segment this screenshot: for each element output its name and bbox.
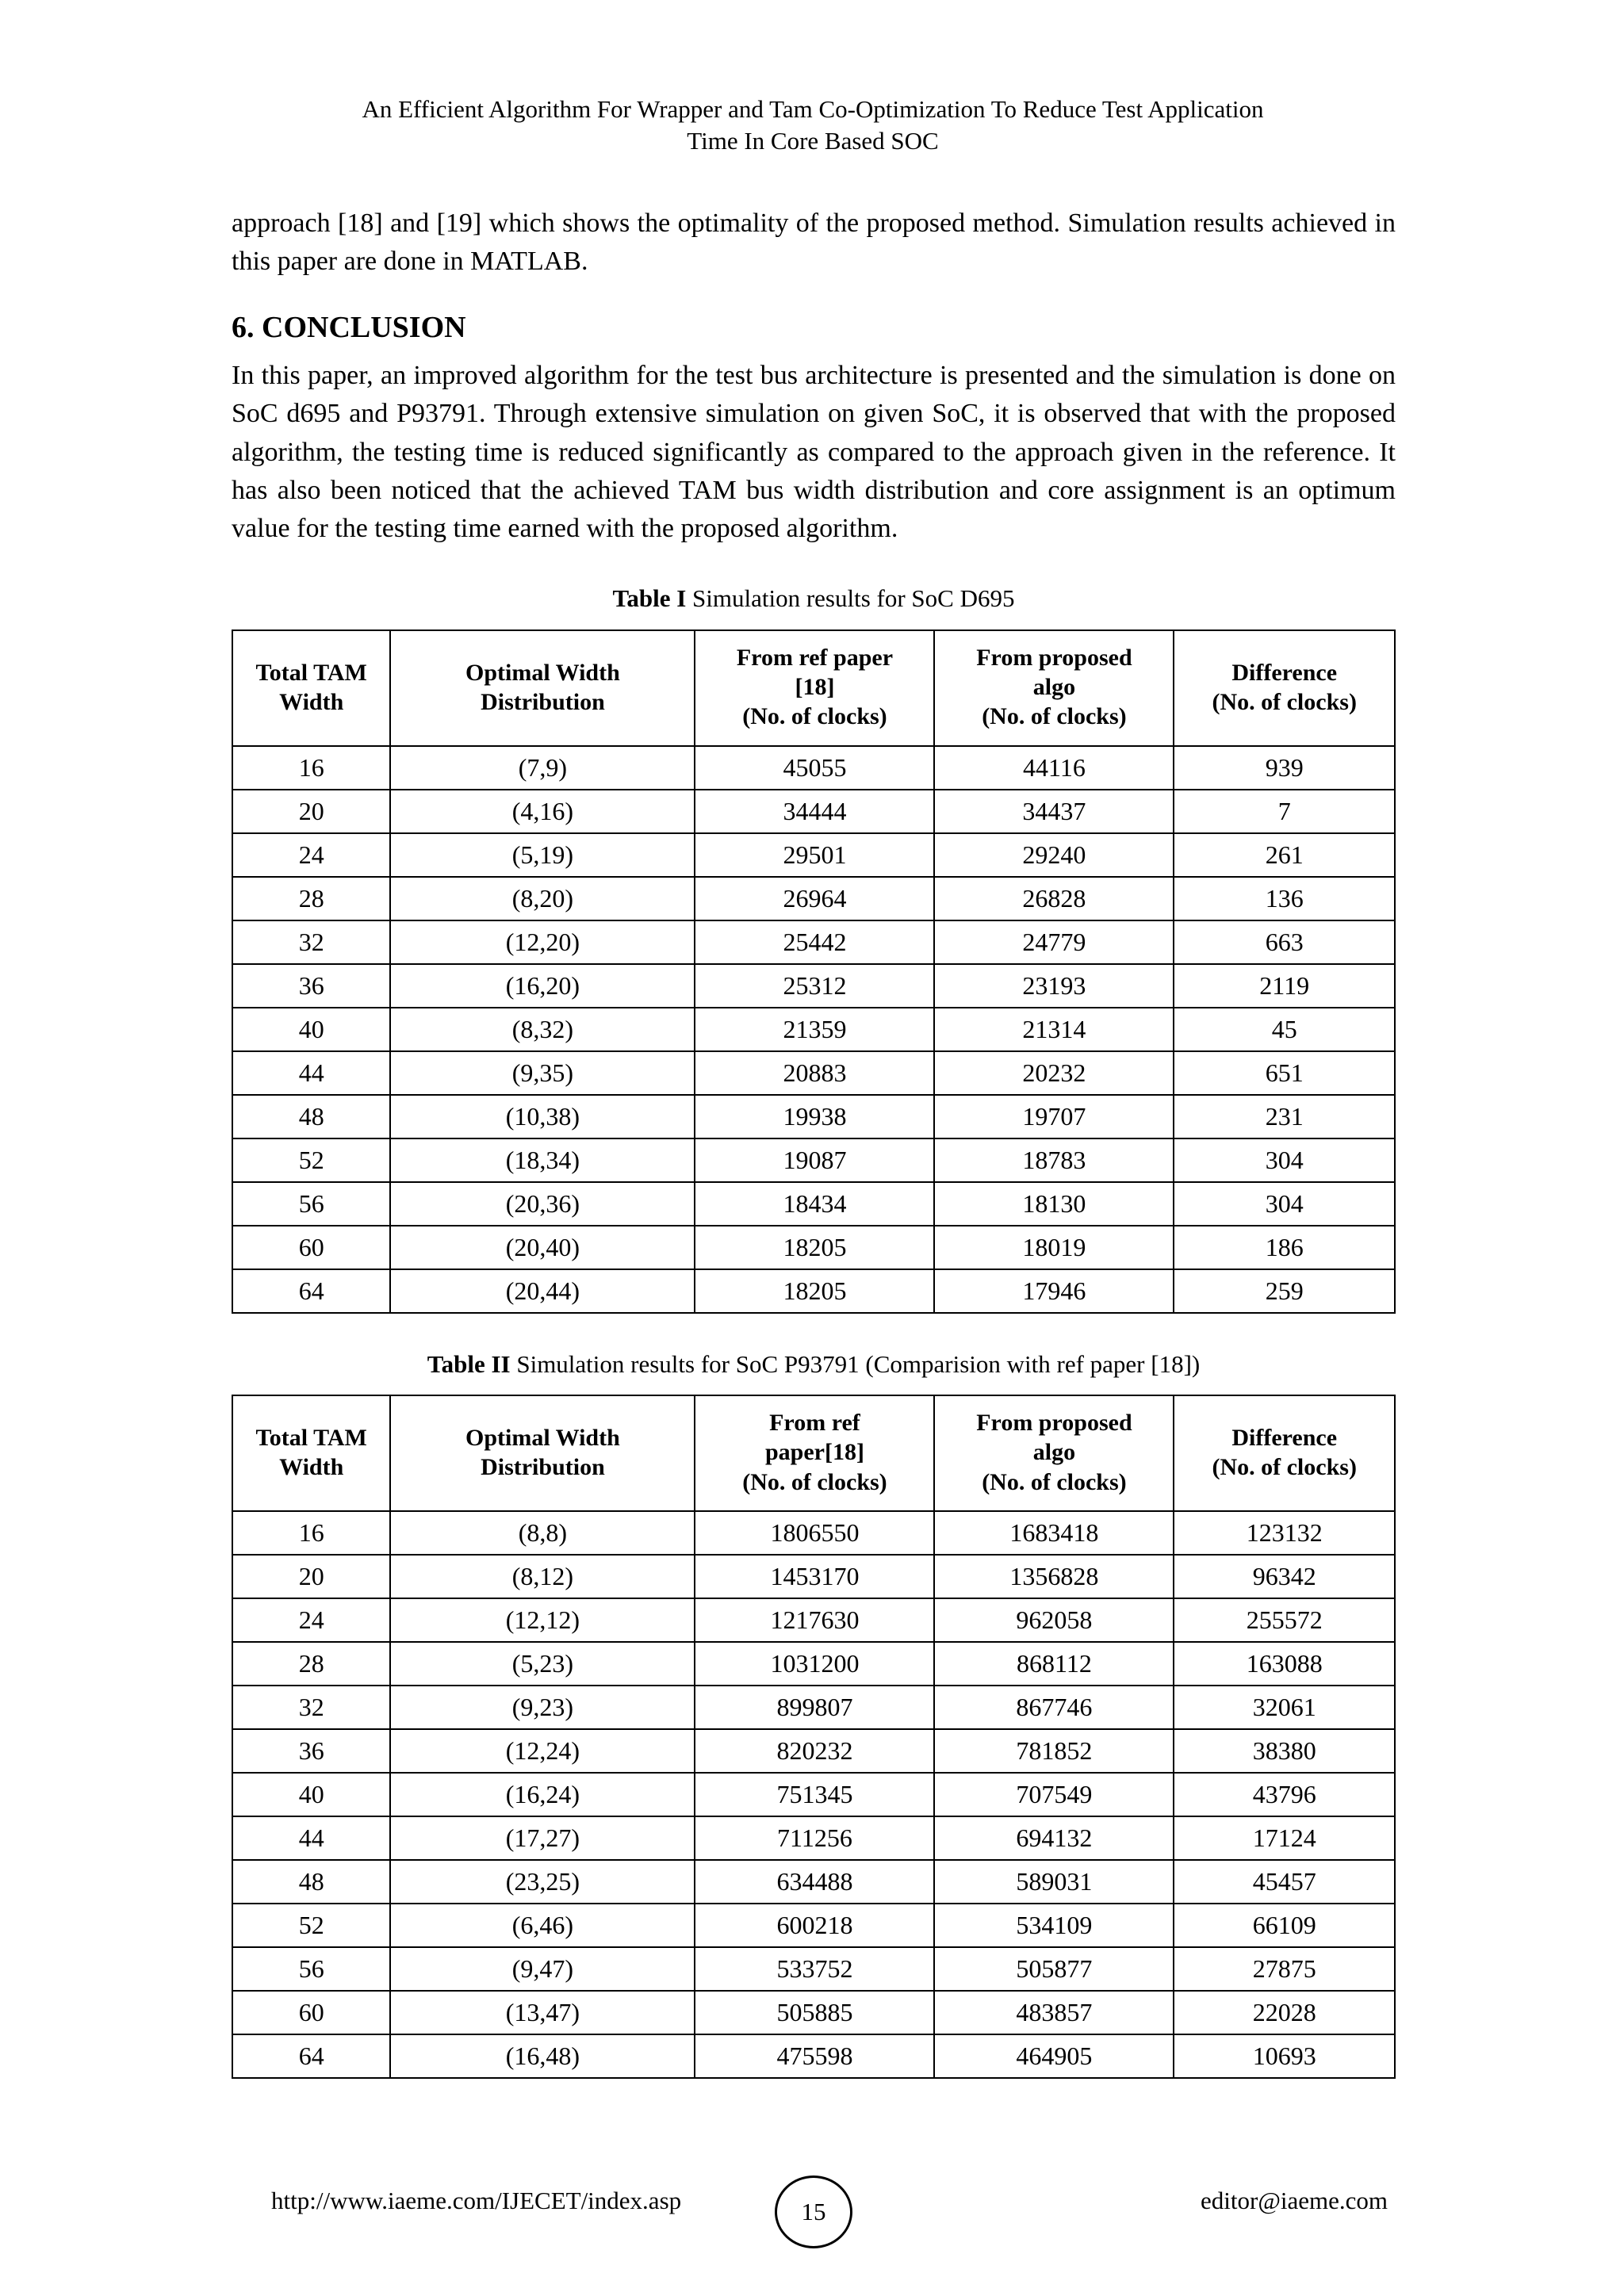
table-cell: 304 [1174, 1138, 1395, 1182]
table-cell: 464905 [934, 2034, 1174, 2078]
table-2-col-from-proposed-algo [934, 1395, 1174, 1511]
table-cell: (9,47) [390, 1947, 695, 1991]
table-cell: 694132 [934, 1816, 1174, 1860]
table-cell: 899807 [695, 1686, 934, 1729]
table-row [232, 1269, 1395, 1313]
table-row [232, 790, 1395, 833]
table-2-head [232, 1395, 1395, 1511]
table-cell: 21314 [934, 1008, 1174, 1051]
header-line: (No. of clocks) [1212, 688, 1357, 715]
table-cell: (20,36) [390, 1182, 695, 1226]
table-cell: 663 [1174, 920, 1395, 964]
header-line: (No. of clocks) [742, 703, 887, 730]
table-row [232, 1051, 1395, 1095]
table-row [232, 1642, 1395, 1686]
table-cell: 56 [232, 1947, 390, 1991]
table-cell: (8,20) [390, 877, 695, 920]
table-cell: 66109 [1174, 1904, 1395, 1947]
table-row [232, 920, 1395, 964]
table-cell: 19707 [934, 1095, 1174, 1138]
table-cell: 751345 [695, 1773, 934, 1816]
table-cell: (7,9) [390, 746, 695, 790]
table-row [232, 1511, 1395, 1555]
table-cell: (4,16) [390, 790, 695, 833]
table-2-body [232, 1511, 1395, 2078]
table-1-col-optimal-width-distribution [390, 630, 695, 746]
table-row [232, 1138, 1395, 1182]
table-cell: 10693 [1174, 2034, 1395, 2078]
table-cell: 26828 [934, 877, 1174, 920]
table-row [232, 746, 1395, 790]
table-1-header-row [232, 630, 1395, 746]
table-cell: 48 [232, 1095, 390, 1138]
table-cell: 2119 [1174, 964, 1395, 1008]
table-cell: 17124 [1174, 1816, 1395, 1860]
table-cell: 36 [232, 1729, 390, 1773]
table-cell: 820232 [695, 1729, 934, 1773]
table-cell: 38380 [1174, 1729, 1395, 1773]
table-cell: (16,48) [390, 2034, 695, 2078]
table-1-col-difference [1174, 630, 1395, 746]
table-cell: 1356828 [934, 1555, 1174, 1598]
table-cell: (23,25) [390, 1860, 695, 1904]
table-cell: (8,32) [390, 1008, 695, 1051]
table-cell: 18783 [934, 1138, 1174, 1182]
table-cell: (16,20) [390, 964, 695, 1008]
table-cell: 40 [232, 1773, 390, 1816]
table-row [232, 1773, 1395, 1816]
table-cell: 32 [232, 920, 390, 964]
page-number-badge: 15 [775, 2175, 852, 2248]
table-cell: (10,38) [390, 1095, 695, 1138]
table-cell: 20232 [934, 1051, 1174, 1095]
table-2-caption [232, 1349, 1396, 1380]
table-cell: 48 [232, 1860, 390, 1904]
section-heading-conclusion: 6. CONCLUSION [232, 310, 466, 344]
table-row [232, 2034, 1395, 2078]
table-row [232, 1816, 1395, 1860]
header-line: Difference [1231, 1424, 1338, 1451]
table-cell: 1031200 [695, 1642, 934, 1686]
table-cell: 36 [232, 964, 390, 1008]
table-1-simulation-results-d695 [232, 629, 1396, 1314]
table-row [232, 1686, 1395, 1729]
footer-email[interactable]: editor@iaeme.com [1201, 2187, 1388, 2214]
table-1-col-total-tam-width [232, 630, 390, 746]
table-cell: 475598 [695, 2034, 934, 2078]
table-cell: 505885 [695, 1991, 934, 2034]
table-cell: 707549 [934, 1773, 1174, 1816]
table-cell: 23193 [934, 964, 1174, 1008]
table-cell: 231 [1174, 1095, 1395, 1138]
table-cell: 21359 [695, 1008, 934, 1051]
table-cell: (18,34) [390, 1138, 695, 1182]
table-1-caption-text: Simulation results for SoC D695 [686, 584, 1015, 613]
table-cell: 32061 [1174, 1686, 1395, 1729]
table-2-header-row [232, 1395, 1395, 1511]
running-head-line-1: An Efficient Algorithm For Wrapper and Tam Co-Optimization To Reduce Test Application [362, 95, 1264, 123]
table-cell: 533752 [695, 1947, 934, 1991]
table-cell: 600218 [695, 1904, 934, 1947]
table-cell: 24779 [934, 920, 1174, 964]
table-cell: 589031 [934, 1860, 1174, 1904]
table-cell: 24 [232, 1598, 390, 1642]
table-row [232, 1095, 1395, 1138]
footer-url[interactable]: http://www.iaeme.com/IJECET/index.asp [271, 2187, 682, 2214]
table-cell: 18205 [695, 1226, 934, 1269]
table-cell: (9,35) [390, 1051, 695, 1095]
table-cell: 962058 [934, 1598, 1174, 1642]
table-cell: 781852 [934, 1729, 1174, 1773]
table-cell: (16,24) [390, 1773, 695, 1816]
table-cell: 28 [232, 877, 390, 920]
table-row [232, 1008, 1395, 1051]
table-cell: (20,44) [390, 1269, 695, 1313]
document-content [232, 205, 1396, 2079]
header-line: Total TAM [255, 659, 367, 686]
table-cell: 259 [1174, 1269, 1395, 1313]
table-cell: 64 [232, 1269, 390, 1313]
table-cell: 261 [1174, 833, 1395, 877]
table-cell: (8,12) [390, 1555, 695, 1598]
table-cell: 28 [232, 1642, 390, 1686]
table-cell: (9,23) [390, 1686, 695, 1729]
header-line: Width [279, 1454, 344, 1481]
table-cell: 20 [232, 1555, 390, 1598]
table-cell: 1806550 [695, 1511, 934, 1555]
header-line: algo [1032, 1439, 1076, 1466]
table-row [232, 1860, 1395, 1904]
table-cell: (8,8) [390, 1511, 695, 1555]
table-row [232, 1991, 1395, 2034]
header-line: paper[18] [764, 1439, 864, 1466]
table-cell: 19087 [695, 1138, 934, 1182]
table-cell: 24 [232, 833, 390, 877]
table-cell: 18434 [695, 1182, 934, 1226]
table-row [232, 1729, 1395, 1773]
table-cell: 25442 [695, 920, 934, 964]
table-cell: (12,20) [390, 920, 695, 964]
table-cell: 56 [232, 1182, 390, 1226]
table-cell: 29240 [934, 833, 1174, 877]
table-row [232, 1226, 1395, 1269]
table-cell: 711256 [695, 1816, 934, 1860]
table-cell: 17946 [934, 1269, 1174, 1313]
table-cell: 255572 [1174, 1598, 1395, 1642]
header-line: Optimal Width [465, 1424, 620, 1451]
header-line: Distribution [481, 1454, 605, 1481]
header-line: algo [1032, 674, 1076, 701]
table-cell: (17,27) [390, 1816, 695, 1860]
table-cell: 534109 [934, 1904, 1174, 1947]
table-cell: 505877 [934, 1947, 1174, 1991]
header-line: Width [279, 688, 344, 715]
table-2-caption-label: Table II [427, 1349, 511, 1378]
table-cell: 483857 [934, 1991, 1174, 2034]
header-line: (No. of clocks) [1212, 1454, 1357, 1481]
table-cell: 18130 [934, 1182, 1174, 1226]
running-head-line-2: Time In Core Based SOC [687, 127, 939, 155]
table-cell: 60 [232, 1991, 390, 2034]
table-cell: 634488 [695, 1860, 934, 1904]
table-cell: 45055 [695, 746, 934, 790]
table-cell: 44 [232, 1051, 390, 1095]
header-line: From proposed [976, 644, 1132, 671]
header-line: [18] [795, 674, 835, 701]
table-cell: 25312 [695, 964, 934, 1008]
table-cell: 136 [1174, 877, 1395, 920]
page-footer [232, 2175, 1396, 2247]
table-cell: (20,40) [390, 1226, 695, 1269]
table-2-col-total-tam-width [232, 1395, 390, 1511]
table-row [232, 1598, 1395, 1642]
table-cell: 20883 [695, 1051, 934, 1095]
table-2-caption-text: Simulation results for SoC P93791 (Comparision with ref paper [18]) [510, 1349, 1201, 1378]
table-cell: 867746 [934, 1686, 1174, 1729]
table-1-col-from-proposed-algo [934, 630, 1174, 746]
header-line: (No. of clocks) [742, 1468, 887, 1495]
header-line: Total TAM [255, 1424, 367, 1451]
header-line: From ref paper [736, 644, 894, 671]
table-cell: 16 [232, 746, 390, 790]
table-cell: 18019 [934, 1226, 1174, 1269]
table-row [232, 1904, 1395, 1947]
header-line: (No. of clocks) [982, 1468, 1127, 1495]
table-cell: (13,47) [390, 1991, 695, 2034]
table-cell: 29501 [695, 833, 934, 877]
table-cell: (5,19) [390, 833, 695, 877]
table-row [232, 1947, 1395, 1991]
table-cell: 43796 [1174, 1773, 1395, 1816]
table-cell: 34444 [695, 790, 934, 833]
table-cell: 45 [1174, 1008, 1395, 1051]
paragraph-intro: approach [18] and [19] which shows the optimality of the proposed method. Simulation results achieved in this paper are done in MATLAB. [232, 209, 1396, 277]
table-cell: 52 [232, 1138, 390, 1182]
table-cell: 96342 [1174, 1555, 1395, 1598]
table-cell: 44116 [934, 746, 1174, 790]
table-cell: 60 [232, 1226, 390, 1269]
table-cell: (6,46) [390, 1904, 695, 1947]
table-cell: 186 [1174, 1226, 1395, 1269]
table-cell: 64 [232, 2034, 390, 2078]
table-cell: 304 [1174, 1182, 1395, 1226]
table-cell: (12,12) [390, 1598, 695, 1642]
table-cell: 1453170 [695, 1555, 934, 1598]
table-cell: 163088 [1174, 1642, 1395, 1686]
table-cell: (5,23) [390, 1642, 695, 1686]
paragraph-conclusion: In this paper, an improved algorithm for the test bus architecture is presented and the simulation is done on SoC d695 and P93791. Through extensive simulation on given SoC, it is observed that with the proposed algorithm, the testing time is reduced significantly as compared to the approach given in the reference. It has also been noticed that the achieved TAM bus width distribution and core assignment is an optimum value for the testing time earned with the proposed algorithm. [232, 361, 1396, 544]
table-cell: 1683418 [934, 1511, 1174, 1555]
table-row [232, 964, 1395, 1008]
table-1-caption [232, 583, 1396, 614]
table-1-head [232, 630, 1395, 746]
table-cell: 939 [1174, 746, 1395, 790]
table-cell: 27875 [1174, 1947, 1395, 1991]
table-cell: 34437 [934, 790, 1174, 833]
table-cell: 868112 [934, 1642, 1174, 1686]
table-2-col-from-ref-paper [695, 1395, 934, 1511]
header-line: Distribution [481, 688, 605, 715]
table-cell: 40 [232, 1008, 390, 1051]
header-line: Difference [1231, 659, 1338, 686]
table-cell: 52 [232, 1904, 390, 1947]
table-cell: 45457 [1174, 1860, 1395, 1904]
table-cell: 651 [1174, 1051, 1395, 1095]
running-head [230, 94, 1396, 158]
table-cell: 19938 [695, 1095, 934, 1138]
table-row [232, 833, 1395, 877]
header-line: (No. of clocks) [982, 703, 1127, 730]
table-cell: 1217630 [695, 1598, 934, 1642]
table-1-col-from-ref-paper [695, 630, 934, 746]
table-row [232, 877, 1395, 920]
table-1-caption-label: Table I [612, 584, 687, 613]
table-cell: 26964 [695, 877, 934, 920]
table-2-simulation-results-p93791 [232, 1395, 1396, 2079]
table-cell: 22028 [1174, 1991, 1395, 2034]
header-line: From ref [769, 1410, 860, 1437]
table-row [232, 1555, 1395, 1598]
table-cell: 32 [232, 1686, 390, 1729]
table-row [232, 1182, 1395, 1226]
table-cell: 123132 [1174, 1511, 1395, 1555]
table-cell: 16 [232, 1511, 390, 1555]
table-cell: (12,24) [390, 1729, 695, 1773]
table-1-body [232, 746, 1395, 1313]
header-line: Optimal Width [465, 659, 620, 686]
table-cell: 18205 [695, 1269, 934, 1313]
table-cell: 20 [232, 790, 390, 833]
table-2-col-difference [1174, 1395, 1395, 1511]
header-line: From proposed [976, 1410, 1132, 1437]
table-2-col-optimal-width-distribution [390, 1395, 695, 1511]
table-cell: 7 [1174, 790, 1395, 833]
table-cell: 44 [232, 1816, 390, 1860]
